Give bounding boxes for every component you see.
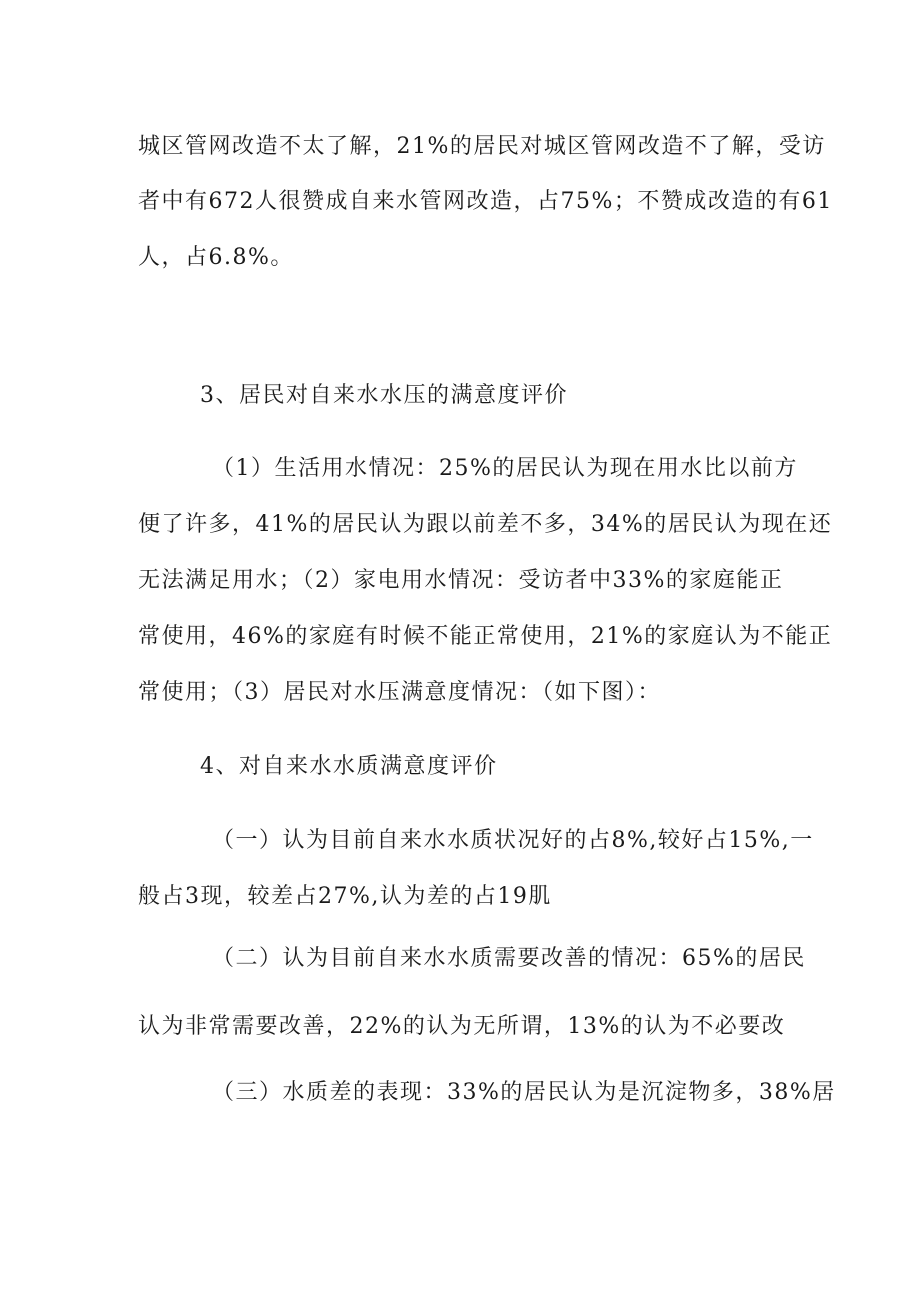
section-heading: 3、居民对自来水水压的满意度评价: [200, 383, 568, 408]
paragraph-line: 者中有672人很赞成自来水管网改造，占75%；不赞成改造的有61: [138, 189, 833, 214]
paragraph-line: （二）认为目前自来水水质需要改善的情况：65%的居民: [212, 946, 806, 971]
paragraph-line: 城区管网改造不太了解，21%的居民对城区管网改造不了解，受访: [138, 134, 826, 159]
paragraph-line: 人，占6.8%。: [138, 245, 294, 270]
paragraph-line: 常使用；（3）居民对水压满意度情况：（如下图）：: [138, 680, 661, 705]
paragraph-line: 便了许多，41%的居民认为跟以前差不多，34%的居民认为现在还: [138, 512, 833, 537]
section-heading: 4、对自来水水质满意度评价: [200, 754, 498, 779]
paragraph-line: 常使用，46%的家庭有时候不能正常使用，21%的家庭认为不能正: [138, 624, 833, 649]
paragraph-line: 般占3现，较差占27%,认为差的占19肌: [138, 884, 552, 909]
paragraph-line: 无法满足用水；（2）家电用水情况：受访者中33%的家庭能正: [138, 568, 784, 593]
paragraph-line: （一）认为目前自来水水质状况好的占8%,较好占15%,一: [212, 828, 814, 853]
paragraph-line: （三）水质差的表现：33%的居民认为是沉淀物多，38%居: [212, 1080, 836, 1105]
paragraph-line: 认为非常需要改善，22%的认为无所谓，13%的认为不必要改: [138, 1014, 786, 1039]
paragraph-line: （1）生活用水情况：25%的居民认为现在用水比以前方: [212, 456, 798, 481]
